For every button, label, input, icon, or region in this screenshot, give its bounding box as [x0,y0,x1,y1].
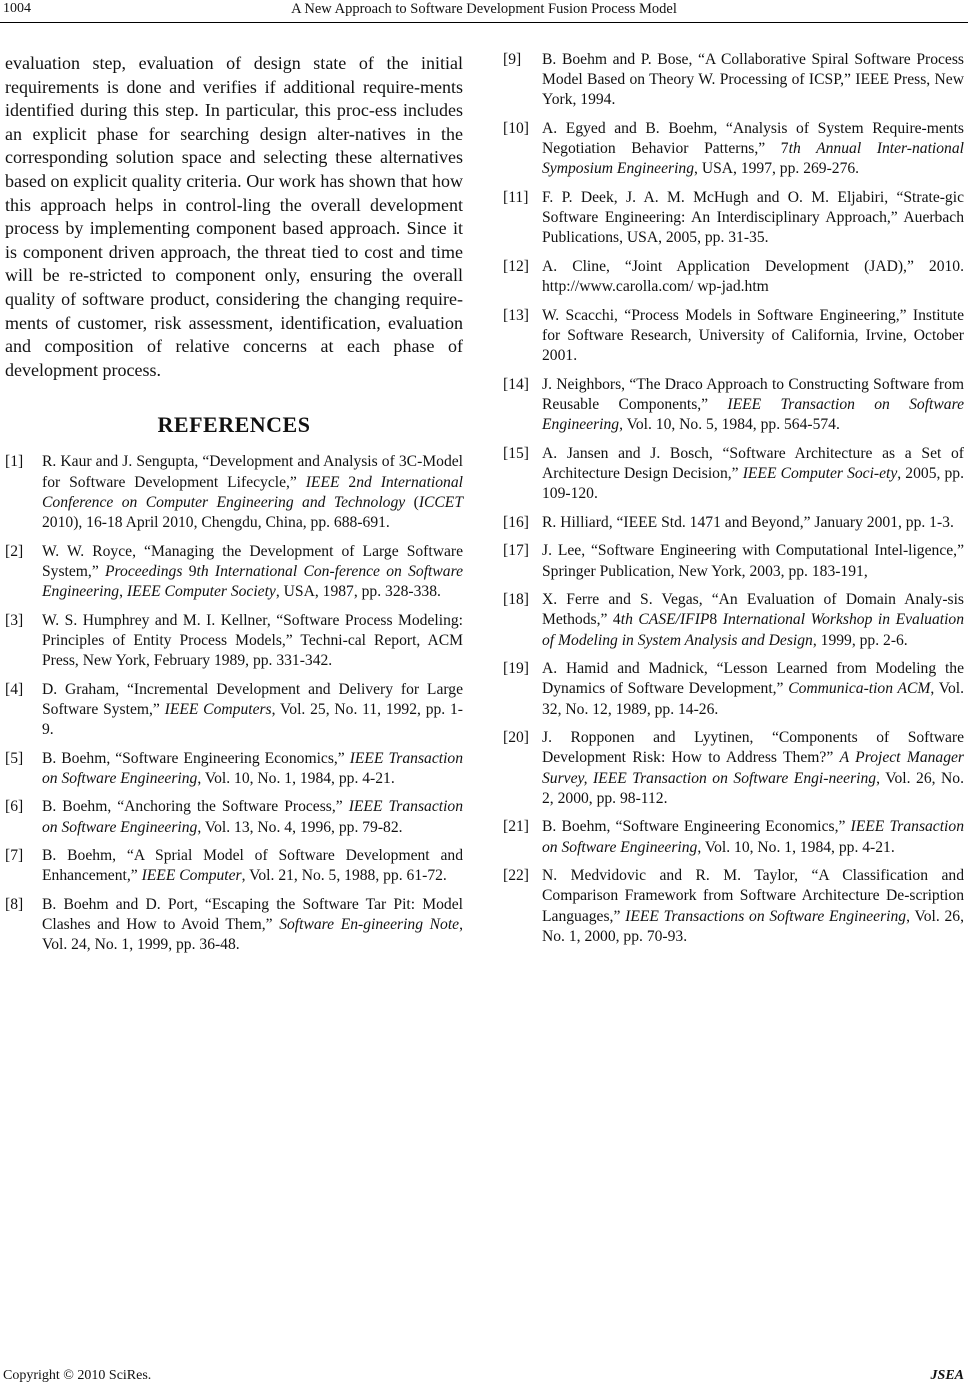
reference-item [5,797,463,837]
reference-italic-segment: nd International Conference on Computer Engineering and Technology [42,473,463,511]
reference-text [542,659,964,720]
reference-item [503,188,964,249]
reference-italic-segment: IEEE [305,473,340,491]
running-title: A New Approach to Software Development Fusion Process Model [291,1,677,17]
reference-segment: A. Hamid and Madnick, “Lesson Learned from Modeling the Dynamics of Software Development,” [542,660,964,698]
reference-item [503,541,964,581]
reference-item [5,452,463,533]
reference-italic-segment: IEEE Transactions on Software Engineering [625,907,907,925]
reference-segment: J. Neighbors, “The Draco Approach to Constructing Software from Reusable Components,” [542,375,964,413]
reference-segment: , Vol. 10, No. 1, 1984, pp. 4-21. [197,769,395,787]
reference-segment: A. Jansen and J. Bosch, “Software Architecture as a Set of Architecture Design Decision,” [542,444,964,482]
reference-segment: , Vol. 32, No. 12, 1989, pp. 14-26. [542,680,964,718]
right-column [503,50,964,955]
copyright-notice: Copyright © 2010 SciRes. [3,1368,152,1383]
reference-item [503,50,964,111]
reference-segment: F. P. Deek, J. A. M. McHugh and O. M. Eljabiri, “Strate-gic Software Engineering: An Interdisciplinary Approach,” Auerbach Publications, USA, 2005, pp. 31-35. [542,189,964,247]
reference-italic-segment: Communica-tion ACM [788,680,931,698]
reference-text [42,846,463,886]
reference-text [542,188,964,249]
reference-segment: , USA, 1987, pp. 328-338. [275,582,441,600]
reference-item [503,444,964,505]
reference-segment: , Vol. 13, No. 4, 1996, pp. 79-82. [197,818,403,836]
reference-number: [3] [5,611,24,629]
reference-text [542,50,964,111]
reference-number: [8] [5,895,24,913]
reference-number: [13] [503,306,529,324]
reference-item [503,590,964,651]
reference-segment: B. Boehm, “A Sprial Model of Software Development and Enhancement,” [42,847,463,885]
reference-segment: A. Cline, “Joint Application Development (JAD),” 2010. http://www.carolla.com/ wp-jad.htm [542,258,964,296]
reference-number: [9] [503,51,522,68]
references-heading: REFERENCES [157,412,311,438]
reference-italic-segment: th CASE/IFIP [620,611,710,629]
reference-number: [4] [5,680,24,698]
reference-number: [2] [5,542,24,560]
reference-italic-segment: th Annual Inter-national Symposium Engineering [542,140,964,178]
reference-italic-segment: Software En-gineering Note [279,916,460,934]
reference-italic-segment: Proceedings [105,562,183,580]
reference-segment: , USA, 1997, pp. 269-276. [694,160,860,178]
reference-segment: 2 [339,473,357,491]
reference-segment: A. Egyed and B. Boehm, “Analysis of System Require-ments Negotiation Behavior Patterns,” 7 [542,120,964,158]
reference-text [542,119,964,180]
reference-item [503,817,964,857]
reference-segment: , Vol. 10, No. 5, 1984, pp. 564-574. [619,416,840,434]
page-number: 1004 [3,1,31,16]
reference-segment: , Vol. 21, No. 5, 1988, pp. 61-72. [241,867,447,885]
reference-segment: ( [405,493,419,511]
reference-segment: , 1999, pp. 2-6. [812,631,908,649]
reference-text [542,728,964,809]
reference-segment: , [119,582,127,600]
reference-item [503,257,964,297]
reference-italic-segment: IEEE Transaction on Software Engineering [542,818,964,856]
reference-segment: 2010), 16-18 April 2010, Chengdu, China, pp. 688-691. [42,513,390,531]
reference-item [5,611,463,672]
reference-segment: , Vol. 10, No. 1, 1984, pp. 4-21. [697,838,895,856]
header-divider [0,22,968,23]
reference-number: [20] [503,729,529,747]
reference-segment: B. Boehm, “Software Engineering Economics,” [542,818,851,836]
reference-segment: 8 [709,611,723,629]
reference-number: [11] [503,189,529,206]
reference-item [5,846,463,886]
reference-italic-segment: IEEE Transaction on Software Engineering [542,396,964,434]
reference-text [42,452,463,533]
reference-item [503,119,964,180]
reference-segment: R. Kaur and J. Sengupta, “Development and Analysis of 3C-Model for Software Development Lifecycle,” [42,453,463,491]
reference-item [5,680,463,741]
reference-item [5,749,463,789]
reference-text [542,590,964,651]
reference-segment: X. Ferre and S. Vegas, “An Evaluation of Domain Analy-sis Methods,” 4 [542,591,964,629]
reference-text [542,444,964,505]
journal-abbrev: JSEA [930,1368,964,1383]
reference-segment: B. Boehm and D. Port, “Escaping the Software Tar Pit: Model Clashes and How to Avoid Them,” [42,895,463,934]
reference-text [42,797,463,837]
reference-italic-segment: A Project Manager Survey, IEEE Transaction on Software Engi-neering [542,749,964,787]
reference-number: [12] [503,258,529,275]
reference-text [42,542,463,603]
reference-text [542,513,964,533]
reference-italic-segment: IEEE Computer Soci-ety [742,465,898,482]
reference-segment: , Vol. 24, No. 1, 1999, pp. 36-48. [42,916,463,954]
reference-item [503,728,964,809]
reference-italic-segment: ICCET [418,493,464,511]
reference-number: [7] [5,847,24,865]
reference-segment: J. Ropponen and Lyytinen, “Components of Software Development Risk: How to Address Them?” [542,729,964,767]
left-column [5,52,463,964]
reference-number: [19] [503,660,529,678]
reference-segment: J. Lee, “Software Engineering with Computational Intel-ligence,” Springer Publication, New York, 2003, pp. 183-191, [542,542,964,580]
reference-segment: W. Scacchi, “Process Models in Software Engineering,” Institute for Software Research, University of California, Irvine, October 2001. [542,306,964,365]
reference-number: [16] [503,513,529,531]
reference-italic-segment: International Workshop in Evaluation of Modeling in System Analysis and Design [542,611,964,649]
reference-text [542,541,964,581]
reference-number: [17] [503,542,529,560]
reference-italic-segment: IEEE Transaction on Software Engineering [42,749,463,787]
reference-number: [21] [503,818,529,836]
reference-text [542,375,964,436]
reference-number: [14] [503,375,529,393]
reference-segment: , 2005, pp. 109-120. [542,465,965,503]
reference-segment: B. Boehm and P. Bose, “A Collaborative Spiral Software Process Model Based on Theory W. Processing of ICSP,” IEEE Press, New York, 1994. [542,51,964,109]
reference-text [42,680,463,741]
reference-item [5,895,463,956]
reference-segment: B. Boehm, “Anchoring the Software Process,” [42,798,349,816]
reference-number: [22] [503,867,529,885]
reference-segment: 9 [182,562,197,580]
reference-number: [6] [5,798,24,816]
reference-text [42,749,463,789]
reference-text [542,866,964,947]
reference-segment: N. Medvidovic and R. M. Taylor, “A Classification and Comparison Framework from Software Architecture De-scription Languages,” [542,867,964,925]
reference-italic-segment: th International Con-ference on Software Engineering [42,562,463,600]
reference-segment: W. W. Royce, “Managing the Development of Large Software System,” [42,542,463,580]
reference-segment: W. S. Humphrey and M. I. Kellner, “Software Process Modeling: Principles of Entity Process Models,” Techni-cal Report, ACM Press, New York, February 1989, pp. 331-342. [42,611,463,669]
reference-text [542,257,964,297]
reference-list-right [503,50,964,947]
reference-italic-segment: IEEE Computer [141,867,242,885]
body-paragraph: evaluation step, evaluation of design state of the initial requirements is done and verifies if additional require-ments identified during this step. In particular, this proc-ess includes an explicit phase for searching design alter-natives in the corresponding solution space and selecting these alternatives based on explicit quality criteria. Our work has shown that how this approach helps in control-ling the overall development process by implementing component based approach. Since it is component driven approach, the threat tied to cost and time will be re-stricted to component only, ensuring the overall quality of software product, considering the changing require-ments of customer, risk assessment, identification, evaluation and composition of relative concerns at each phase of development process. [5,53,463,380]
reference-item [503,375,964,436]
reference-text [542,817,964,857]
reference-italic-segment: IEEE Transaction on Software Engineering [42,798,463,836]
reference-number: [5] [5,749,24,767]
reference-segment: R. Hilliard, “IEEE Std. 1471 and Beyond,” January 2001, pp. 1-3. [542,513,954,531]
reference-text [42,611,463,672]
reference-item [503,659,964,720]
reference-item [503,513,964,533]
reference-item [503,306,964,367]
reference-italic-segment: IEEE Computers [164,700,272,718]
reference-list-left [5,452,463,955]
reference-text [42,895,463,956]
reference-number: [10] [503,120,529,137]
reference-segment: , Vol. 25, No. 11, 1992, pp. 1-9. [42,700,463,738]
reference-number: [18] [503,591,529,609]
reference-segment: , Vol. 26, No. 2, 2000, pp. 98-112. [542,769,964,807]
reference-segment: B. Boehm, “Software Engineering Economics,” [42,749,350,767]
reference-italic-segment: IEEE Computer Society [126,582,276,600]
reference-segment: , Vol. 26, No. 1, 2000, pp. 70-93. [542,907,965,945]
reference-number: [1] [5,453,24,471]
reference-number: [15] [503,444,529,462]
reference-text [542,306,964,367]
reference-item [503,866,964,947]
reference-item [5,542,463,603]
reference-segment: D. Graham, “Incremental Development and Delivery for Large Software System,” [42,680,463,718]
